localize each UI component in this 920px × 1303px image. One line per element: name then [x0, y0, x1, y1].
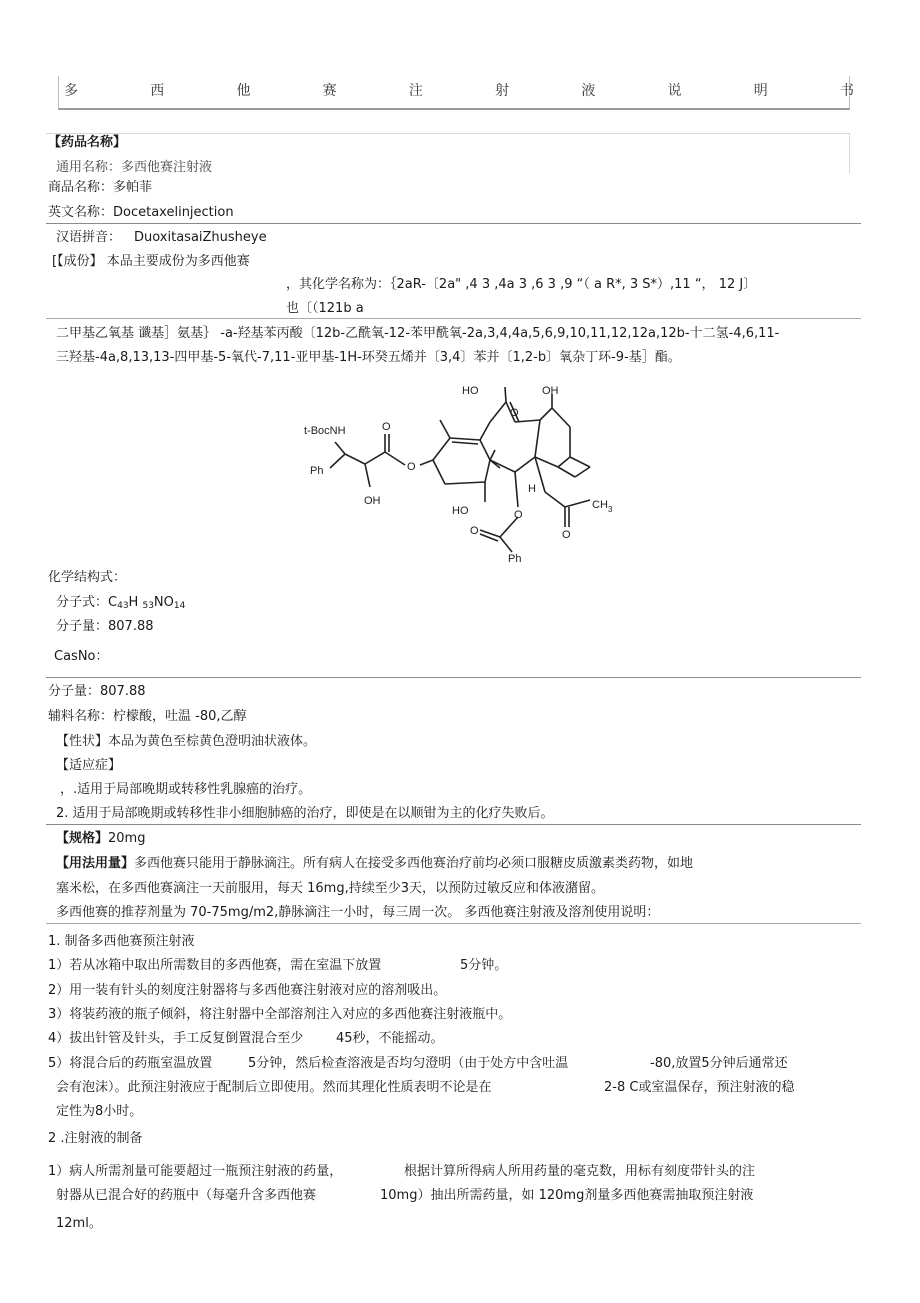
- title-char: 液: [581, 83, 596, 99]
- formula-sub: 14: [173, 601, 186, 611]
- composition: [【成份】 本品主要成份为多西他赛: [52, 254, 250, 269]
- structure-label: Ph: [310, 465, 324, 477]
- divider: [46, 318, 861, 319]
- formula-part: H: [128, 595, 143, 610]
- structure-label: O: [514, 509, 523, 521]
- formula-part: NO: [153, 595, 174, 610]
- chemical-name-line3: 二甲基乙氧基 谶基］氨基｝ -a-羟基苯丙酸〔12b-乙酰氧-12-苯甲酰氧-2a,3,4,4a,5,6,9,10,11,12,12a,12b-十二氢-4,6,11-: [56, 326, 780, 341]
- appearance: 【性状】本品为黄色至棕黄色澄明油状液体。: [56, 734, 317, 749]
- prep-step: 2）用一装有针头的刻度注射器将与多西他赛注射液对应的溶剂吸出。: [48, 983, 447, 998]
- pinyin-value: DuoxitasaiZhusheye: [134, 230, 267, 245]
- structure-label: HO: [452, 505, 469, 517]
- prep-step: 5）将混合后的药瓶室温放置: [48, 1056, 213, 1071]
- structure-caption: 化学结构式：: [48, 570, 127, 585]
- injection-step: 射器从已混合好的药瓶中（每毫升含多西他赛: [56, 1188, 317, 1203]
- title-char: 多: [64, 83, 78, 99]
- indication-item: 2. 适用于局部晚期或转移性非小细胞肺癌的治疗，即使是在以顺钳为主的化疗失败后。: [56, 806, 554, 821]
- trade-name: 商品名称：多帕菲: [48, 180, 153, 195]
- formula-sub: 53: [142, 601, 154, 611]
- structure-label: O: [562, 529, 571, 541]
- title-char: 西: [150, 83, 165, 99]
- structure-label: 3: [608, 505, 613, 514]
- divider: [46, 923, 861, 924]
- usage-text: 多西他赛只能用于静脉滴注。所有病人在接受多西他赛治疗前均必须口服糖皮质激素类药物，如地: [134, 856, 694, 871]
- structure-diagram: [290, 372, 618, 562]
- injection-title: 2 .注射液的制备: [48, 1131, 143, 1146]
- structure-label: O: [470, 525, 479, 537]
- excipients: 辅料名称：柠檬酸，吐温 -80,乙醇: [48, 709, 247, 724]
- drug-name-header: 【药品名称】: [48, 135, 127, 150]
- injection-step: 10mg）抽出所需药量，如 120mg剂量多西他赛需抽取预注射液: [380, 1188, 754, 1203]
- generic-name: 通用名称：多西他赛注射液: [56, 160, 213, 175]
- english-name: 英文名称：Docetaxelinjection: [48, 205, 234, 220]
- indications-header: 【适应症】: [56, 758, 122, 773]
- usage-line: [56, 855, 693, 873]
- injection-step: 1）病人所需剂量可能要超过一瓶预注射液的药量，: [48, 1164, 343, 1179]
- structure-label: HO: [462, 385, 479, 397]
- structure-label: O: [510, 407, 519, 419]
- structure-label: O: [382, 421, 391, 433]
- spec: [56, 830, 145, 848]
- structure-label: OH: [364, 495, 381, 507]
- structure-label: OH: [542, 385, 559, 397]
- title-char: 赛: [322, 83, 337, 99]
- spec-header: 【规格】: [56, 831, 109, 846]
- prep-step: 5分钟。: [460, 958, 508, 973]
- title-char: 说: [667, 83, 682, 99]
- spec-value: 20mg: [108, 831, 146, 846]
- document-title: [64, 80, 854, 100]
- injection-step: 12ml。: [56, 1216, 102, 1231]
- divider: [46, 824, 861, 825]
- prep-step: 会有泡沫）。此预注射液应于配制后立即使用。然而其理化性质表明不论是在: [56, 1080, 492, 1095]
- prep-step: -80,放置5分钟后通常还: [650, 1056, 788, 1071]
- formula-label: 分子式：: [56, 595, 109, 610]
- formula-part: C: [108, 595, 118, 610]
- formula-sub: 43: [117, 601, 129, 611]
- chemical-name-line2: 也〔（121b a: [286, 301, 364, 316]
- title-char: 注: [408, 83, 423, 99]
- prep-title: 1. 制备多西他赛预注射液: [48, 934, 195, 949]
- divider: [46, 223, 861, 224]
- structure-label: O: [407, 461, 416, 473]
- prep-step: 3）将装药液的瓶子倾斜，将注射器中全部溶剂注入对应的多西他赛注射液瓶中。: [48, 1007, 512, 1022]
- cas-number: CasNo：: [54, 649, 109, 664]
- prep-step: 2-8 C或室温保存，预注射液的稳: [604, 1080, 795, 1095]
- usage-line: 塞米松，在多西他赛滴注一天前服用，每天 16mg,持续至少3天，以预防过敏反应和体液潴留。: [56, 881, 604, 896]
- chemical-name-line4: 三羟基-4a,8,13,13-四甲基-5-氧代-7,11-亚甲基-1H-环癸五烯并〔3,4〕苯并〔1,2-b〕氧杂丁环-9-基］酯。: [56, 350, 681, 365]
- prep-step: 5分钟，然后检查溶液是否均匀澄明（由于处方中含吐温: [248, 1056, 569, 1071]
- structure-label: H: [528, 483, 536, 495]
- title-char: 射: [495, 83, 510, 99]
- molecular-weight: 分子量：807.88: [56, 619, 154, 634]
- prep-step: 4）拔出针管及针头，手工反复倒置混合至少: [48, 1031, 304, 1046]
- indication-item: ，.适用于局部晚期或转移性乳腺癌的治疗。: [60, 782, 312, 797]
- chemical-name-line1: ，其化学名称为：｛2aR-〔2a" ,4 3 ,4a 3 ,6 3 ,9 “（ a R*, 3 S*）,11 “， 12 J〕: [286, 277, 757, 292]
- prep-step: 45秒，不能摇动。: [336, 1031, 444, 1046]
- divider: [46, 677, 861, 678]
- usage-line: 多西他赛的推荐剂量为 70-75mg/m2,静脉滴注一小时，每三周一次。 多西他赛注射液及溶剂使用说明：: [56, 905, 660, 920]
- usage-header: 【用法用量】: [56, 856, 135, 871]
- title-char: 书: [839, 83, 854, 99]
- structure-label: CH: [592, 499, 608, 511]
- injection-step: 根据计算所得病人所用药量的毫克数，用标有刻度带针头的注: [404, 1164, 756, 1179]
- structure-label: t-BocNH: [304, 425, 346, 437]
- title-char: 明: [753, 83, 768, 99]
- structure-label: Ph: [508, 553, 522, 562]
- molecular-weight-2: 分子量：807.88: [48, 684, 146, 699]
- title-char: 他: [236, 83, 251, 99]
- chemical-structure: [290, 372, 618, 562]
- prep-step: 1）若从冰箱中取出所需数目的多西他赛，需在室温下放置: [48, 958, 382, 973]
- prep-step: 定性为8小时。: [56, 1104, 143, 1119]
- pinyin-label: 汉语拼音：: [56, 230, 122, 245]
- molecular-formula: [56, 594, 185, 613]
